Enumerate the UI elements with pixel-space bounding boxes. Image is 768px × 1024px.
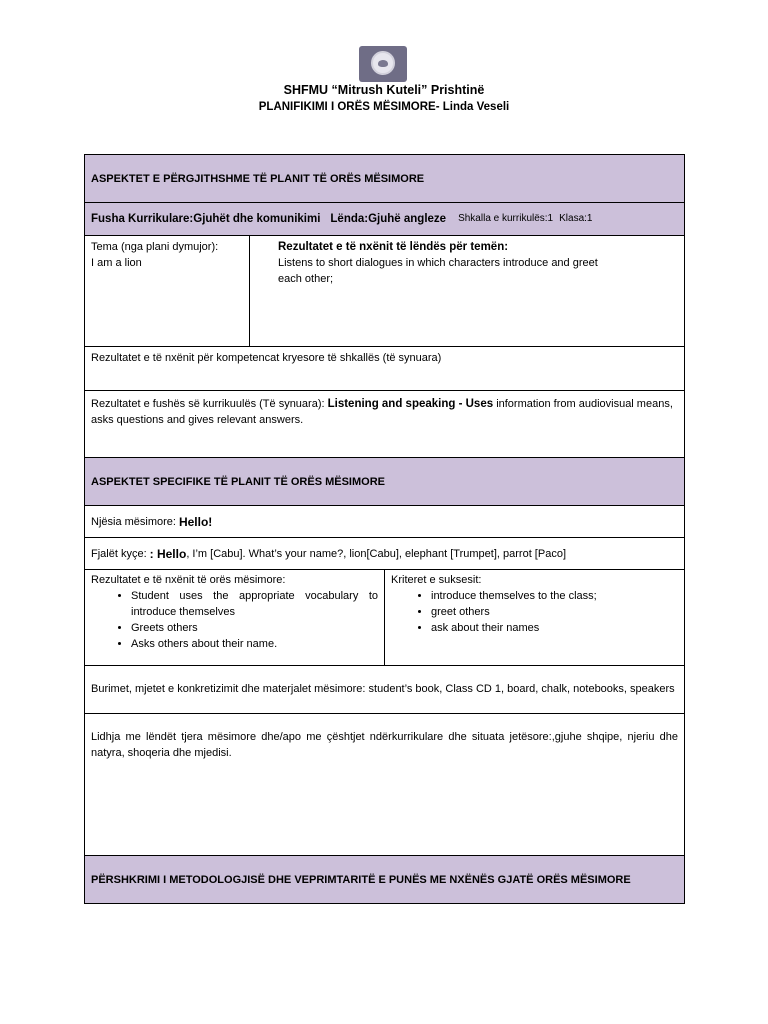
school-crest-icon bbox=[371, 51, 395, 75]
resources-text: Burimet, mjetet e konkretizimit dhe materjalet mësimore: student’s book, Class CD 1, board, chalk, notebooks, speakers bbox=[91, 683, 675, 695]
curriculum-level: Shkalla e kurrikulës:1 bbox=[458, 213, 554, 224]
keywords-label: Fjalët kyçe: bbox=[91, 547, 147, 560]
subject-outcomes-text: Listens to short dialogues in which characters introduce and greet each other; bbox=[278, 257, 598, 285]
lesson-outcomes-cell bbox=[85, 570, 385, 665]
general-aspects-heading bbox=[85, 155, 684, 203]
specific-aspects-heading-text: ASPEKTET SPECIFIKE TË PLANIT TË ORËS MËSIMORE bbox=[91, 475, 385, 488]
specific-aspects-heading bbox=[85, 458, 684, 506]
subject-outcomes-label: Rezultatet e të nxënit të lëndës për temën: bbox=[278, 241, 509, 253]
topic-label: Tema (nga plani dymujor): bbox=[91, 241, 219, 253]
curriculum-field: Fusha Kurrikulare:Gjuhët dhe komunikimi bbox=[91, 213, 321, 225]
lesson-outcomes-label: Rezultatet e të nxënit të orës mësimore: bbox=[91, 574, 286, 586]
grade: Klasa:1 bbox=[559, 213, 593, 224]
lesson-plan-table bbox=[84, 154, 685, 904]
keywords-text: , I’m [Cabu]. What’s your name?, lion[Cabu], elephant [Trumpet], parrot [Paco] bbox=[186, 547, 566, 560]
field-outcomes-bold: Listening and speaking - Uses bbox=[327, 398, 494, 410]
success-criteria-cell bbox=[385, 570, 684, 665]
success-criteria-item: • greet others bbox=[431, 604, 678, 620]
curriculum-row bbox=[85, 203, 684, 236]
general-aspects-heading-text: ASPEKTET E PËRGJITHSHME TË PLANIT TË ORËS MËSIMORE bbox=[91, 172, 425, 185]
key-competence-outcomes: Rezultatet e të nxënit për kompetencat kryesore të shkallës (të synuara) bbox=[91, 352, 442, 364]
subject-outcomes-cell bbox=[250, 236, 684, 346]
unit-value: Hello! bbox=[178, 514, 213, 529]
school-logo bbox=[359, 46, 407, 82]
field-outcomes-row bbox=[85, 391, 684, 458]
resources-row bbox=[85, 666, 684, 714]
success-criteria-item: • introduce themselves to the class; bbox=[431, 588, 678, 604]
lesson-outcome-item: • Greets others bbox=[131, 620, 378, 636]
school-name: SHFMU “Mitrush Kuteli” Prishtinë bbox=[283, 83, 485, 97]
key-competence-row bbox=[85, 347, 684, 391]
success-criteria-list bbox=[391, 588, 678, 636]
field-outcomes-label: Rezultatet e fushës së kurrikuulës (Të synuara): bbox=[91, 398, 325, 410]
topic-value: I am a lion bbox=[91, 257, 142, 269]
links-text: Lidhja me lëndët tjera mësimore dhe/apo me çështjet ndërkurrikulare dhe situata jetësore:,gjuhe shqipe, njeriu dhe natyra, shoqeria dhe mjedisi. bbox=[91, 731, 678, 759]
lesson-outcome-item: • Asks others about their name. bbox=[131, 636, 378, 652]
field-outcomes-text: information from audiovisual means, asks questions and gives relevant answers. bbox=[91, 398, 673, 426]
outcomes-criteria-row bbox=[85, 570, 684, 666]
keywords-bold: : Hello bbox=[149, 546, 187, 561]
methodology-heading bbox=[85, 856, 684, 903]
unit-label: Njësia mësimore: bbox=[91, 515, 176, 528]
links-row bbox=[85, 714, 684, 856]
success-criteria-item: • ask about their names bbox=[431, 620, 678, 636]
plan-title: PLANIFIKIMI I ORËS MËSIMORE- Linda Veseli bbox=[258, 101, 510, 113]
topic-row bbox=[85, 236, 684, 347]
keywords-row bbox=[85, 538, 684, 570]
methodology-heading-text: PËRSHKRIMI I METODOLOGJISË DHE VEPRIMTARITË E PUNËS ME NXËNËS GJATË ORËS MËSIMORE bbox=[91, 873, 631, 886]
topic-cell bbox=[85, 236, 250, 346]
unit-row bbox=[85, 506, 684, 538]
success-criteria-label: Kriteret e suksesit: bbox=[391, 574, 482, 586]
lesson-outcome-item: • Student uses the appropriate vocabulary to introduce themselves bbox=[131, 588, 378, 620]
subject: Lënda:Gjuhë angleze bbox=[330, 213, 447, 225]
lesson-outcomes-list bbox=[91, 588, 378, 652]
